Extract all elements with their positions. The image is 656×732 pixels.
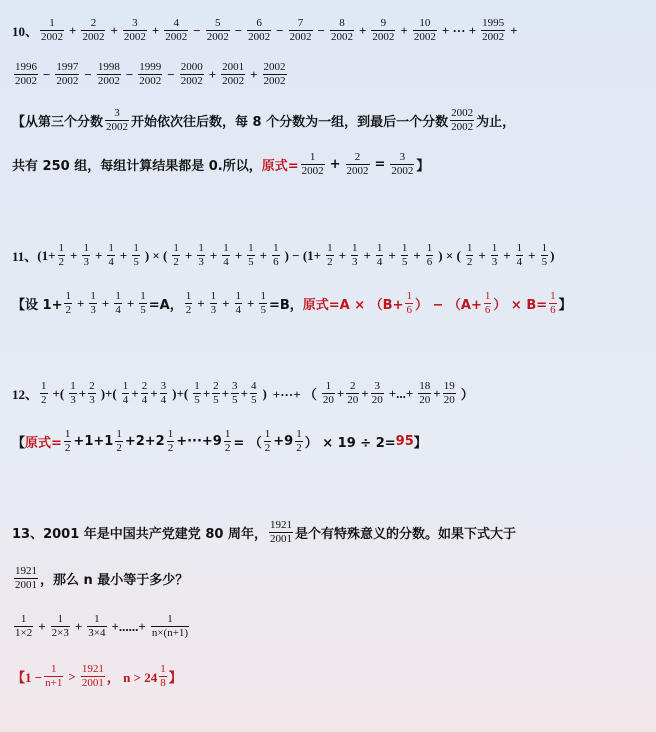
operator: + — [69, 22, 77, 38]
fraction: $\frac{1}{n\times(n+1)}$ — [151, 613, 189, 639]
problem-number: 11、 — [12, 249, 38, 264]
fraction: $\frac{3}{2002}$ — [123, 17, 146, 43]
answer-highlight: ） × B= — [493, 298, 548, 313]
plus-sign: + — [38, 618, 46, 634]
expr-text: +···+ （ — [272, 387, 317, 402]
fraction: $\frac{1}{n+1}$ — [45, 663, 63, 689]
answer-highlight: 95 — [395, 434, 414, 449]
fraction: $\frac{1}{4}$ — [235, 290, 242, 316]
fraction: $\frac{1}{6}$ — [273, 242, 279, 268]
fraction: 1 2002 — [41, 17, 64, 43]
fraction: $\frac{1}{3\times 4}$ — [88, 613, 106, 639]
fraction: 1 3 — [70, 380, 76, 406]
operator: − — [317, 22, 325, 38]
fraction: $\frac{1}{3}$ — [351, 242, 358, 268]
operator: − — [193, 22, 201, 38]
p10-answer-line2 — [12, 152, 429, 177]
operator: + — [70, 247, 78, 263]
fraction: 1 2 — [185, 290, 192, 316]
fraction: $\frac{1}{3}$ — [83, 242, 89, 268]
fraction-series — [324, 243, 435, 268]
ellipsis-sign: + ··· + — [441, 22, 477, 38]
fraction: $\frac{1}{4}$ — [516, 242, 523, 268]
expr-text: (1+ — [37, 247, 56, 263]
p10-line2 — [12, 62, 289, 87]
operator: + — [250, 66, 258, 82]
fraction: $\frac{2001}{2002}$ — [222, 61, 245, 87]
fraction: $\frac{1}{3}$ — [210, 290, 217, 316]
plus-sign: + — [329, 157, 341, 172]
operator: + — [413, 247, 421, 263]
fraction: $\frac{2}{2002}$ — [346, 151, 369, 177]
operator: + — [338, 247, 346, 263]
fraction: $\frac{5}{2002}$ — [206, 17, 229, 43]
p10-answer-line1 — [12, 108, 515, 133]
problem-number: 13、 — [12, 527, 44, 542]
operator: − — [234, 22, 243, 38]
operator: + — [503, 247, 511, 263]
fraction: $\frac{18}{20}$ — [419, 380, 431, 406]
answer-highlight: 原式= — [261, 159, 299, 174]
fraction: $\frac{6}{2002}$ — [248, 17, 271, 43]
fraction: 1996 2002 — [15, 61, 37, 87]
fraction: $\frac{1995}{2002}$ — [482, 17, 505, 43]
operator: − — [43, 66, 51, 82]
fraction: $\frac{1998}{2002}$ — [97, 61, 120, 87]
operator: + — [126, 295, 135, 311]
fraction: 1 2 — [65, 290, 71, 316]
fraction-series — [56, 243, 142, 268]
fraction: 1921 2001 — [15, 565, 37, 591]
expr-text: ) — [550, 247, 555, 263]
operator: + — [208, 66, 217, 82]
fraction: $\frac{1}{6}$ — [426, 242, 433, 268]
answer-text: ） × 19 ÷ 2= — [304, 436, 396, 451]
fraction: 2002 2002 — [451, 107, 474, 133]
fraction: $\frac{1}{2002}$ — [301, 151, 324, 177]
fraction: $\frac{7}{2002}$ — [289, 17, 312, 43]
answer-text: 共有 250 组，每组计算结果都是 0.所以， — [12, 159, 262, 174]
problem-text: ，那么 n 最小等于多少？ — [40, 573, 189, 588]
fraction-series — [12, 62, 289, 87]
fraction: $\frac{4}{2002}$ — [165, 17, 188, 43]
answer-text: =B， — [268, 298, 303, 313]
problem-text: 是个有特殊意义的分数。如果下式大于 — [294, 527, 516, 542]
fraction: $\frac{8}{2002}$ — [330, 17, 353, 43]
operator: − — [167, 66, 175, 82]
fraction: 2 20 — [347, 380, 359, 406]
fraction: 1921 2001 — [81, 663, 104, 689]
answer-text: 开始依次往后数，每 8 个分数为一组，到最后一个分数 — [131, 115, 449, 130]
fraction: 4 5 — [250, 380, 257, 406]
fraction: 1 2 — [41, 380, 47, 406]
operator: + — [76, 295, 85, 311]
operator: + — [234, 247, 243, 263]
fraction: $\frac{1}{5}$ — [140, 290, 146, 316]
answer-text: 【设 1+ — [12, 298, 63, 313]
fraction: 1 2 — [466, 242, 473, 268]
fraction: $\frac{1}{2}$ — [64, 428, 71, 454]
p11-answer — [12, 291, 572, 316]
fraction: $\frac{1997}{2002}$ — [56, 61, 79, 87]
answer-highlight: 原式=A × （B+ — [302, 298, 404, 313]
fraction: $\frac{1}{5}$ — [260, 290, 266, 316]
answer-text: +2+2 — [124, 434, 165, 449]
p12-line: 12、 1 2 +( 1 3 + 2 3 )+( 1 4 + 2 4 + 3 4 )+( 1 5 + 2 5 + 3 5 + 4 5 ) +···+ （ 1 20 + 2 20 + 3 20 +...+ $\frac{18}{20}$ + 19 20 ） — [12, 380, 474, 406]
operator: − — [125, 66, 134, 82]
answer-text: +1+1 — [73, 434, 114, 449]
answer-text: 为止， — [476, 115, 516, 130]
operator: + — [184, 247, 193, 263]
fraction: 2 5 — [213, 380, 219, 406]
fraction: 1 2 — [264, 428, 271, 454]
fraction: 1 2 — [167, 428, 174, 454]
fraction: 3 20 — [371, 380, 383, 406]
fraction: 1 1×2 — [15, 613, 33, 639]
operator: + — [400, 22, 408, 38]
answer-text: 】 — [413, 436, 427, 451]
fraction: $\frac{9}{2002}$ — [372, 17, 395, 43]
fraction: $\frac{1}{3}$ — [198, 242, 204, 268]
fraction: $\frac{1}{4}$ — [223, 242, 229, 268]
problem-text: 2001 年是中国共产党建党 80 周年， — [43, 527, 267, 542]
expr-text: ) − (1+ — [284, 247, 322, 263]
fraction: 3 2002 — [106, 107, 129, 133]
fraction: $\frac{1}{4}$ — [115, 290, 121, 316]
operator: + — [209, 247, 218, 263]
fraction: $\frac{2}{2002}$ — [82, 17, 105, 43]
answer-text: 【 — [12, 436, 26, 451]
operator: + — [259, 247, 268, 263]
operator: + — [101, 295, 110, 311]
operator: + — [222, 295, 230, 311]
answer-text: 】 — [558, 298, 572, 313]
fraction-series — [38, 18, 439, 43]
fraction-series — [183, 291, 269, 316]
answer-highlight: 【1 − — [12, 670, 43, 685]
expr-text: ) × ( — [438, 247, 461, 263]
fraction: $\frac{1}{4}$ — [108, 242, 114, 268]
fraction: $\frac{1}{3}$ — [491, 242, 498, 268]
answer-text: +9 — [273, 434, 294, 449]
operator: + — [151, 22, 160, 38]
fraction: 1 2 — [327, 242, 333, 268]
fraction: 1 2 — [58, 242, 65, 268]
fraction-series — [62, 291, 148, 316]
answer-highlight: ） − （A+ — [414, 298, 482, 313]
fraction: 3 5 — [232, 380, 238, 406]
operator: + — [528, 247, 536, 263]
operator: + — [247, 295, 255, 311]
operator: + — [363, 247, 371, 263]
operator: + — [388, 247, 396, 263]
operator: + — [478, 247, 486, 263]
answer-highlight: 原式= — [25, 436, 62, 451]
operator: + — [119, 247, 128, 263]
operator: + — [358, 22, 367, 38]
p10-line1 — [12, 18, 521, 43]
fraction: 2 4 — [141, 380, 148, 406]
fraction: $\frac{1}{2\times 3}$ — [51, 613, 69, 639]
fraction: 3 4 — [160, 380, 167, 406]
p13-series — [12, 614, 191, 639]
fraction: $\frac{1}{5}$ — [133, 242, 139, 268]
answer-text: 】 — [416, 159, 430, 174]
fraction: 1 20 — [322, 380, 334, 406]
fraction: 19 20 — [443, 380, 455, 406]
fraction-series — [170, 243, 281, 268]
plus-sign: + — [510, 22, 518, 38]
problem-number: 12、 — [12, 387, 39, 402]
operator: − — [276, 22, 284, 38]
p13-line1 — [12, 520, 516, 545]
p13-line2 — [12, 566, 188, 591]
fraction: $\frac{1}{5}$ — [541, 242, 548, 268]
answer-text: 【从第三个分数 — [12, 115, 104, 130]
fraction: 1 2 — [173, 242, 179, 268]
fraction: $\frac{1}{5}$ — [248, 242, 254, 268]
answer-text: +···+9 — [176, 434, 222, 449]
fraction: $\frac{1}{2}$ — [224, 428, 231, 454]
p13-answer — [12, 664, 182, 689]
p12-answer — [12, 429, 427, 454]
fraction: 1921 2001 — [269, 519, 292, 545]
fraction: 1 2 — [116, 428, 122, 454]
fraction: 1 8 — [160, 663, 166, 689]
fraction: $\frac{1}{6}$ — [550, 290, 556, 316]
fraction: $\frac{3}{2002}$ — [391, 151, 414, 177]
fraction: 1 2 — [296, 428, 302, 454]
operator: + — [110, 22, 118, 38]
fraction: 1 5 — [194, 380, 200, 406]
answer-highlight: ， n > 24 — [106, 670, 158, 685]
answer-text: =A， — [148, 298, 183, 313]
fraction: $\frac{1}{6}$ — [484, 290, 491, 316]
fraction: $\frac{1}{3}$ — [90, 290, 96, 316]
fraction: $\frac{10}{2002}$ — [413, 17, 436, 43]
fraction-series — [464, 243, 550, 268]
fraction: $\frac{2000}{2002}$ — [180, 61, 203, 87]
fraction: $\frac{2002}{2002}$ — [263, 61, 286, 87]
fraction: $\frac{1}{5}$ — [401, 242, 408, 268]
plus-sign: + — [74, 618, 83, 634]
fraction: $\frac{1}{4}$ — [376, 242, 383, 268]
answer-text: = （ — [233, 436, 262, 451]
answer-highlight: 】 — [168, 670, 182, 685]
fraction: $\frac{1999}{2002}$ — [139, 61, 162, 87]
operator: + — [197, 295, 205, 311]
fraction: 1 4 — [122, 380, 129, 406]
operator: + — [94, 247, 103, 263]
p11-line — [12, 243, 554, 268]
fraction: $\frac{1}{6}$ — [406, 290, 412, 316]
fraction: 2 3 — [89, 380, 95, 406]
operator: − — [84, 66, 92, 82]
equals-sign: = — [374, 157, 386, 172]
ellipsis-sign: +......+ — [111, 618, 146, 634]
problem-number: 10、 — [12, 24, 39, 39]
gt-sign: > — [68, 668, 76, 684]
expr-text: ) × ( — [144, 247, 168, 263]
